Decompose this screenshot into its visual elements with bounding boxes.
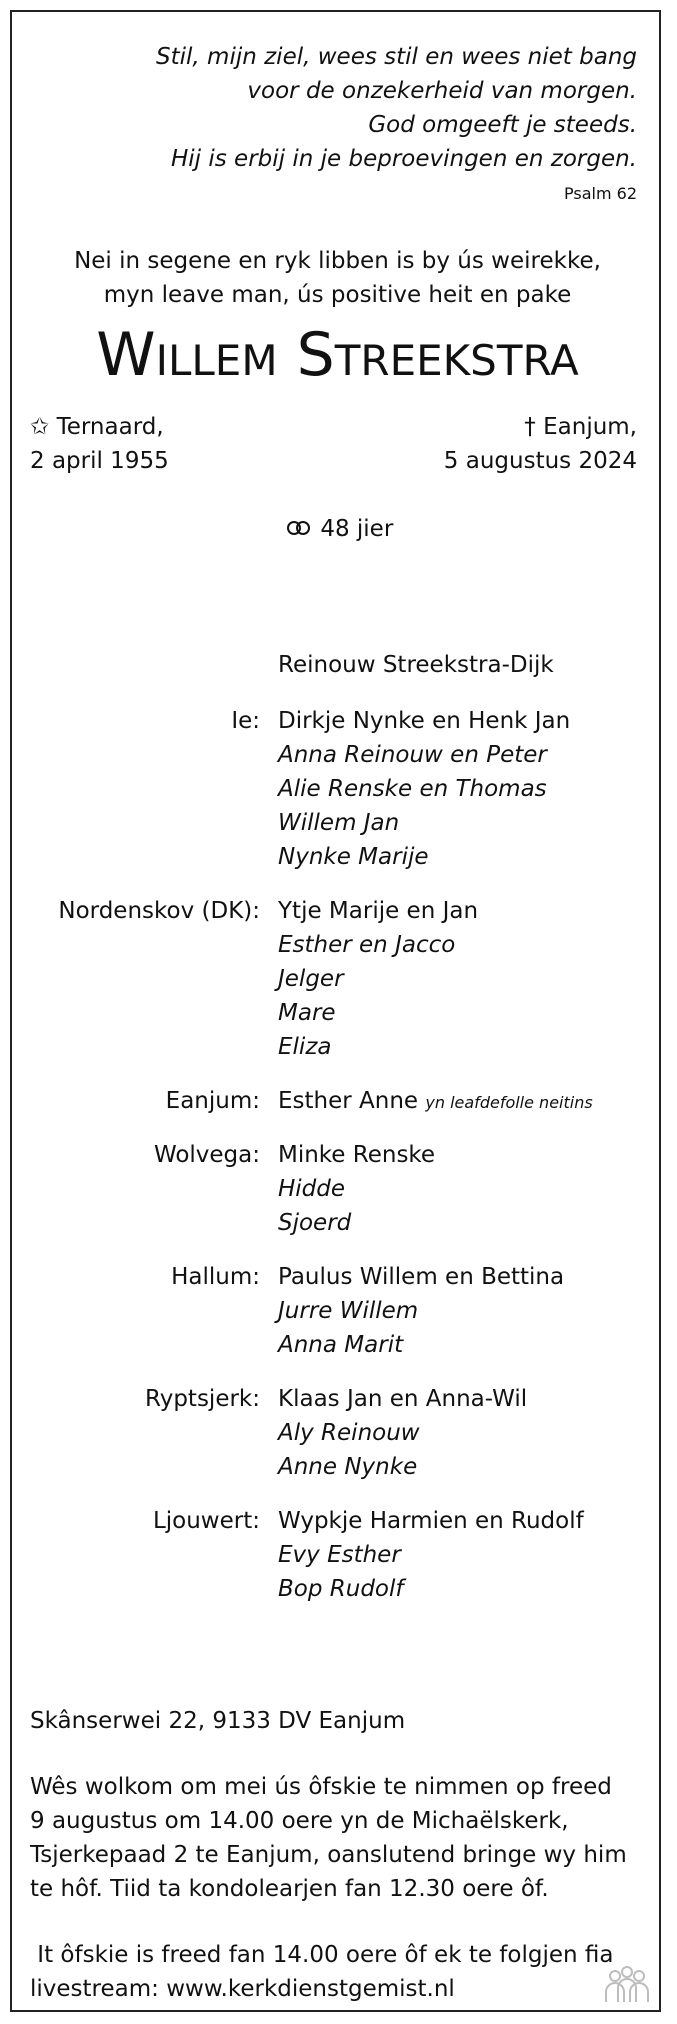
family-note: yn leafdefolle neitins xyxy=(425,1093,593,1112)
marriage-line xyxy=(287,516,393,542)
family-main: Wypkje Harmien en Rudolf xyxy=(278,1508,584,1534)
birth-date: 2 april 1955 xyxy=(30,448,169,474)
family-child: Bop Rudolf xyxy=(278,1576,404,1602)
birth-place-line xyxy=(30,414,164,440)
family-place: Ljouwert: xyxy=(152,1508,260,1534)
death-place: Eanjum, xyxy=(543,414,637,440)
people-group-icon xyxy=(601,1964,653,2006)
family-child: Evy Esther xyxy=(278,1542,401,1568)
wedding-rings-icon xyxy=(287,520,313,538)
family-child: Mare xyxy=(278,1000,336,1026)
family-place: Ie: xyxy=(231,708,260,734)
poem-line-1: Stil, mijn ziel, wees stil en wees niet bang xyxy=(156,44,637,70)
birth-star-icon: ✩ xyxy=(30,414,50,440)
livestream-line: It ôfskie is freed fan 14.00 oere ôf ek te folgjen fia xyxy=(30,1942,614,1968)
death-place-line xyxy=(524,414,637,440)
family-child: Jelger xyxy=(278,966,344,992)
death-cross-icon: † xyxy=(524,414,536,440)
marriage-years: 48 jier xyxy=(320,516,394,542)
farewell-line: Wês wolkom om mei ús ôfskie te nimmen op freed xyxy=(30,1774,612,1800)
family-main: Ytje Marije en Jan xyxy=(278,898,479,924)
family-place: Ryptsjerk: xyxy=(145,1386,260,1412)
family-place: Hallum: xyxy=(171,1264,260,1290)
family-child: Anna Reinouw en Peter xyxy=(278,742,547,768)
family-child: Eliza xyxy=(278,1034,332,1060)
family-child: Aly Reinouw xyxy=(278,1420,420,1446)
obituary-card xyxy=(10,10,661,2012)
poem-source: Psalm 62 xyxy=(564,184,637,203)
farewell-line: te hôf. Tiid ta kondolearjen fan 12.30 oere ôf. xyxy=(30,1876,549,1902)
birth-place: Ternaard, xyxy=(56,414,164,440)
family-child: Nynke Marije xyxy=(278,844,429,870)
family-main: Dirkje Nynke en Henk Jan xyxy=(278,708,571,734)
poem-line-4: Hij is erbij in je beproevingen en zorgen. xyxy=(170,146,637,172)
family-main: Paulus Willem en Bettina xyxy=(278,1264,565,1290)
deceased-name: Willem Streekstra xyxy=(96,320,579,390)
family-child: Anna Marit xyxy=(278,1332,404,1358)
livestream-link[interactable]: livestream: www.kerkdienstgemist.nl xyxy=(30,1976,455,2002)
intro-line-1: Nei in segene en ryk libben is by ús weirekke, xyxy=(74,248,601,274)
family-place: Nordenskov (DK): xyxy=(58,898,260,924)
family-child: Jurre Willem xyxy=(278,1298,419,1324)
family-main: Minke Renske xyxy=(278,1142,436,1168)
death-date: 5 augustus 2024 xyxy=(443,448,637,474)
farewell-line: Tsjerkepaad 2 te Eanjum, oanslutend bringe wy him xyxy=(30,1842,627,1868)
family-child: Alie Renske en Thomas xyxy=(278,776,547,802)
spouse-name: Reinouw Streekstra-Dijk xyxy=(278,652,554,678)
family-place: Wolvega: xyxy=(153,1142,260,1168)
family-main: Esther Anne xyxy=(278,1088,419,1114)
address: Skânserwei 22, 9133 DV Eanjum xyxy=(30,1708,406,1734)
family-child: Esther en Jacco xyxy=(278,932,456,958)
family-main: Klaas Jan en Anna-Wil xyxy=(278,1386,528,1412)
family-child: Sjoerd xyxy=(278,1210,352,1236)
poem-line-2: voor de onzekerheid van morgen. xyxy=(247,78,637,104)
family-place: Eanjum: xyxy=(165,1088,260,1114)
intro-line-2: myn leave man, ús positive heit en pake xyxy=(103,282,572,308)
family-child: Anne Nynke xyxy=(278,1454,418,1480)
family-main-line xyxy=(278,1088,593,1114)
family-child: Hidde xyxy=(278,1176,346,1202)
family-child: Willem Jan xyxy=(278,810,400,836)
poem-line-3: God omgeeft je steeds. xyxy=(368,112,637,138)
farewell-line: 9 augustus om 14.00 oere yn de Michaëlskerk, xyxy=(30,1808,569,1834)
